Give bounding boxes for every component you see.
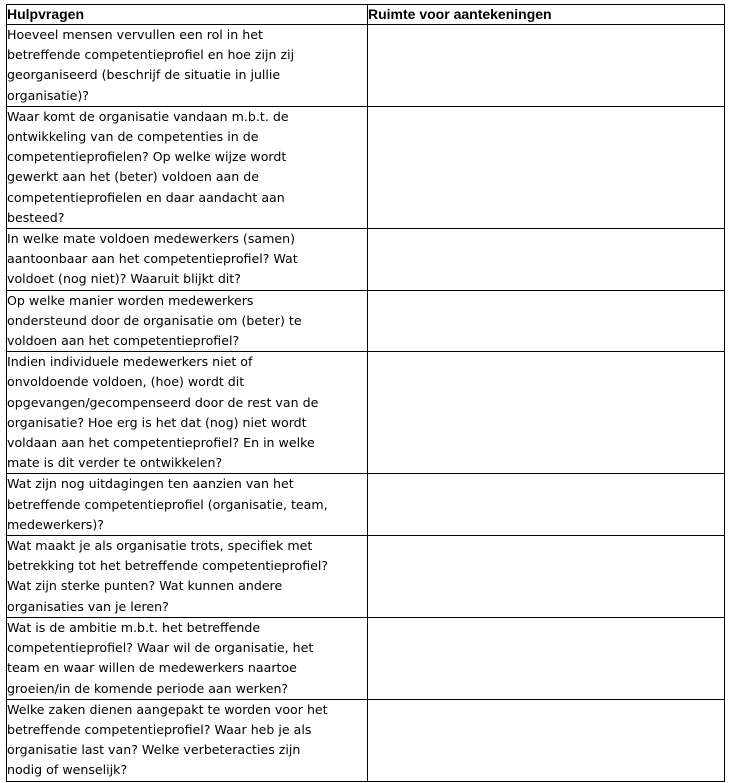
question-text-line: medewerkers)? [7,516,104,532]
table-row [7,106,725,228]
question-text-line: competentieprofiel? Waar wil de organisatie, het [7,640,314,656]
question-text-line: voldoen aan het competentieprofiel? [7,333,240,349]
question-text-line: Indien individuele medewerkers niet of [7,354,253,370]
question-cell [7,699,368,781]
question-cell [7,290,368,352]
question-text-line: competentieprofielen en daar aandacht aan [7,189,285,205]
question-text-line: organisatie? Hoe erg is het dat (nog) niet wordt [7,414,307,430]
table-row [7,352,725,474]
notes-cell[interactable] [368,229,725,291]
question-text-line: nodig of wenselijk? [7,762,128,778]
notes-cell[interactable] [368,699,725,781]
notes-cell[interactable] [368,352,725,474]
question-cell [7,536,368,618]
question-text-line: team en waar willen de medewerkers naartoe [7,660,297,676]
question-text-line: Op welke manier worden medewerkers [7,292,254,308]
table-row [7,474,725,536]
question-text-line: Wat is de ambitie m.b.t. het betreffende [7,619,261,635]
question-text-line: besteed? [7,209,65,225]
question-text-line: Waar komt de organisatie vandaan m.b.t. de [7,108,289,124]
table-row [7,290,725,352]
question-text-line: mate is dit verder te ontwikkelen? [7,455,223,471]
questions-table [6,4,725,782]
question-text-line: ondersteund door de organisatie om (beter) te [7,312,302,328]
question-text-line: voldoet (nog niet)? Waaruit blijkt dit? [7,271,241,287]
table-row [7,229,725,291]
question-text-line: aantoonbaar aan het competentieprofiel? Wat [7,251,298,267]
notes-cell[interactable] [368,617,725,699]
question-text-line: organisaties van je leren? [7,598,169,614]
question-text-line: betreffende competentieprofiel? Waar heb je als [7,721,312,737]
table-row [7,25,725,107]
question-text-line: Hoeveel mensen vervullen een rol in het [7,27,263,42]
question-cell [7,474,368,536]
question-text-line: Wat zijn sterke punten? Wat kunnen andere [7,578,283,594]
question-text-line: groeien/in de komende periode aan werken? [7,680,289,696]
table-row [7,617,725,699]
question-text-line: betrekking tot het betreffende competentieprofiel? [7,558,329,574]
notes-cell[interactable] [368,25,725,107]
question-text-line: organisatie last van? Welke verbeteracties zijn [7,742,301,758]
header-notes: Ruimte voor aantekeningen [368,5,725,25]
question-text-line: Wat maakt je als organisatie trots, specifiek met [7,538,313,554]
question-text-line: In welke mate voldoen medewerkers (samen) [7,231,296,247]
question-text-line: Welke zaken dienen aangepakt te worden voor het [7,701,328,717]
question-cell [7,25,368,107]
question-text-line: georganiseerd (beschrijf de situatie in jullie [7,67,281,83]
question-text-line: betreffende competentieprofiel (organisatie, team, [7,496,328,512]
question-cell [7,106,368,228]
question-text-line: gewerkt aan het (beter) voldoen aan de [7,169,259,185]
question-cell [7,352,368,474]
notes-cell[interactable] [368,106,725,228]
question-cell [7,229,368,291]
question-text-line: opgevangen/gecompenseerd door de rest van de [7,394,319,410]
notes-cell[interactable] [368,290,725,352]
question-text-line: onvoldoende voldoen, (hoe) wordt dit [7,374,245,390]
table-row [7,536,725,618]
question-text-line: betreffende competentieprofiel en hoe zijn zij [7,47,295,63]
question-text-line: ontwikkeling van de competenties in de [7,129,259,145]
question-text-line: organisatie)? [7,87,89,103]
question-text-line: voldaan aan het competentieprofiel? En in welke [7,435,315,451]
notes-cell[interactable] [368,536,725,618]
notes-cell[interactable] [368,474,725,536]
table-row [7,699,725,781]
question-cell [7,617,368,699]
question-text-line: competentieprofielen? Op welke wijze wordt [7,149,287,165]
header-row [7,5,725,25]
question-text-line: Wat zijn nog uitdagingen ten aanzien van het [7,476,294,492]
header-questions: Hulpvragen [7,5,368,25]
